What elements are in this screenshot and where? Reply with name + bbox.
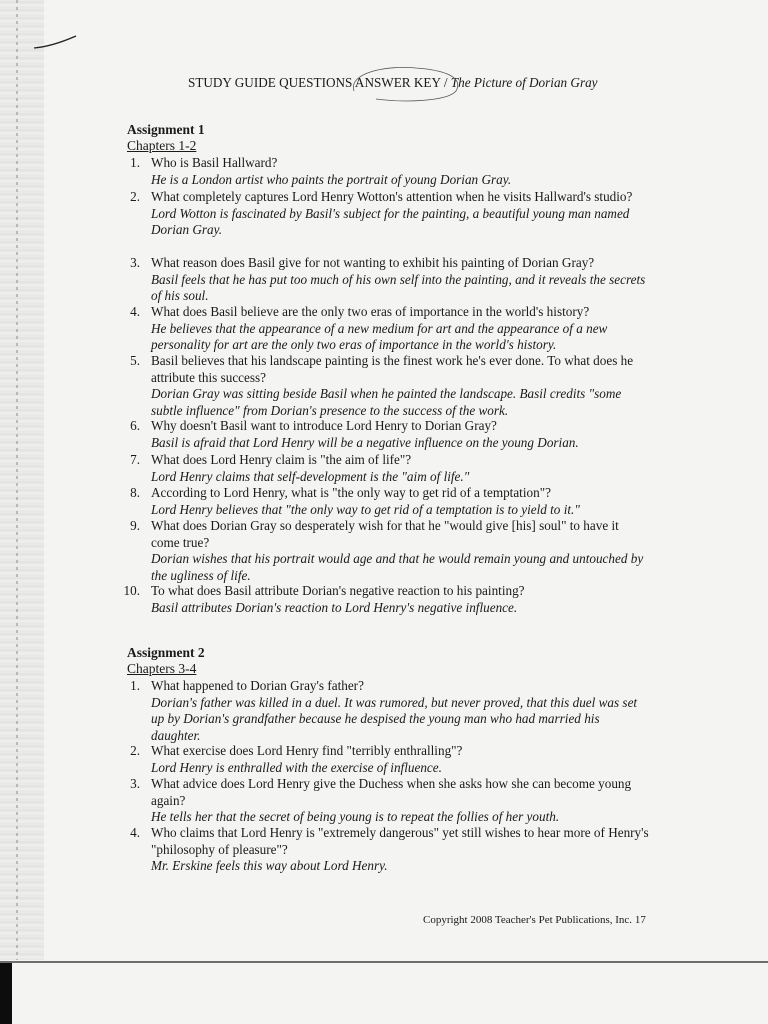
question-number: 3.: [130, 776, 140, 791]
answer-text: Lord Wotton is fascinated by Basil's subject for the painting, a beautiful young man named Dorian Gray.: [151, 205, 630, 238]
answer-text: Dorian Gray was sitting beside Basil when he painted the landscape. Basil credits "some subtle influence" from Dorian's presence to the success of the work.: [151, 386, 622, 418]
question-text: To what does Basil attribute Dorian's negative reaction to his painting?: [151, 583, 525, 598]
answer-text: Lord Henry is enthralled with the exercise of influence.: [151, 759, 442, 775]
question-number: 1.: [130, 155, 140, 170]
question-item: [110, 418, 650, 451]
question-item: [110, 155, 650, 188]
question-item: [110, 518, 650, 584]
answer-text: He believes that the appearance of a new medium for art and the appearance of a new personality for art are the only two eras of importance in the world's history.: [151, 320, 608, 353]
copyright-footer: [423, 914, 646, 926]
assignment-2-chapters: Chapters 3-4: [127, 661, 197, 676]
answer-text: He is a London artist who paints the portrait of young Dorian Gray.: [151, 171, 512, 187]
answer-text: Mr. Erskine feels this way about Lord Henry.: [151, 858, 388, 874]
question-number: 5.: [130, 353, 140, 368]
question-item: [110, 776, 650, 826]
question-text: What does Lord Henry claim is "the aim of life"?: [151, 452, 412, 467]
question-item: [110, 583, 650, 616]
pen-mark: [30, 30, 82, 54]
answer-text: Dorian's father was killed in a duel. It was rumored, but never proved, that this duel was set up by Dorian's grandfather because he despised the young man who had married his daughter.: [151, 694, 638, 743]
answer-text: Lord Henry claims that self-development is the "aim of life.": [151, 468, 470, 484]
question-item: [110, 353, 650, 419]
question-text: What does Dorian Gray so desperately wish for that he "would give [his] soul" to have it come true?: [151, 518, 619, 550]
question-text: Who is Basil Hallward?: [151, 155, 278, 170]
question-item: [110, 452, 650, 485]
answer-text: He tells her that the secret of being young is to repeat the follies of her youth.: [151, 809, 560, 825]
question-item: [110, 304, 650, 354]
question-number: 9.: [130, 518, 140, 533]
assignment-2-heading: Assignment 2: [127, 645, 205, 660]
circle-mark: [346, 63, 466, 105]
question-item: [110, 255, 650, 305]
question-number: 4.: [130, 825, 140, 840]
answer-text: Basil attributes Dorian's reaction to Lord Henry's negative influence.: [151, 599, 518, 615]
answer-text: Basil feels that he has put too much of his own self into the painting, and it reveals the secrets of his soul.: [151, 271, 646, 304]
page-number: 17: [634, 914, 646, 926]
question-number: 4.: [130, 304, 140, 319]
title-separator: /: [440, 75, 451, 90]
copyright-text: Copyright 2008 Teacher's Pet Publications, Inc.: [423, 914, 633, 926]
question-text: What exercise does Lord Henry find "terribly enthralling"?: [151, 743, 463, 758]
question-item: [110, 825, 650, 875]
assignment-1-heading: Assignment 1: [127, 122, 205, 137]
page-bottom-edge: [0, 961, 768, 963]
question-number: 2.: [130, 743, 140, 758]
question-item: [110, 485, 650, 518]
scan-shadow: [0, 963, 12, 1024]
assignment-1-chapters: Chapters 1-2: [127, 138, 197, 153]
scan-edge-line: [16, 0, 18, 960]
title-prefix: STUDY GUIDE QUESTIONS ANSWER KEY: [188, 75, 441, 90]
question-text: Who claims that Lord Henry is "extremely dangerous" yet still wishes to hear more of Henry's "philosophy of pleasure"?: [151, 825, 649, 857]
answer-text: Basil is afraid that Lord Henry will be a negative influence on the young Dorian.: [151, 434, 579, 450]
question-item: [110, 743, 650, 776]
answer-text: Lord Henry believes that "the only way to get rid of a temptation is to yield to it.": [151, 501, 580, 517]
question-number: 7.: [130, 452, 140, 467]
question-item: [110, 189, 650, 239]
question-number: 3.: [130, 255, 140, 270]
question-text: What completely captures Lord Henry Wotton's attention when he visits Hallward's studio?: [151, 189, 633, 204]
question-text: According to Lord Henry, what is "the only way to get rid of a temptation"?: [151, 485, 551, 500]
question-number: 2.: [130, 189, 140, 204]
question-number: 6.: [130, 418, 140, 433]
question-text: Why doesn't Basil want to introduce Lord Henry to Dorian Gray?: [151, 418, 497, 433]
question-text: What does Basil believe are the only two eras of importance in the world's history?: [151, 304, 590, 319]
question-text: What happened to Dorian Gray's father?: [151, 678, 364, 693]
answer-text: Dorian wishes that his portrait would age and that he would remain young and untouched by the ugliness of life.: [151, 551, 644, 583]
question-item: [110, 678, 650, 744]
question-text: What reason does Basil give for not wanting to exhibit his painting of Dorian Gray?: [151, 255, 595, 270]
question-text: Basil believes that his landscape painting is the finest work he's ever done. To what does he attribute this success?: [151, 353, 634, 385]
question-number: 1.: [130, 678, 140, 693]
book-title: The Picture of Dorian Gray: [450, 75, 598, 90]
scan-edge: [0, 0, 44, 960]
question-number: 8.: [130, 485, 140, 500]
question-text: What advice does Lord Henry give the Duchess when she asks how she can become young again?: [151, 776, 632, 808]
question-number: 10.: [123, 583, 140, 598]
